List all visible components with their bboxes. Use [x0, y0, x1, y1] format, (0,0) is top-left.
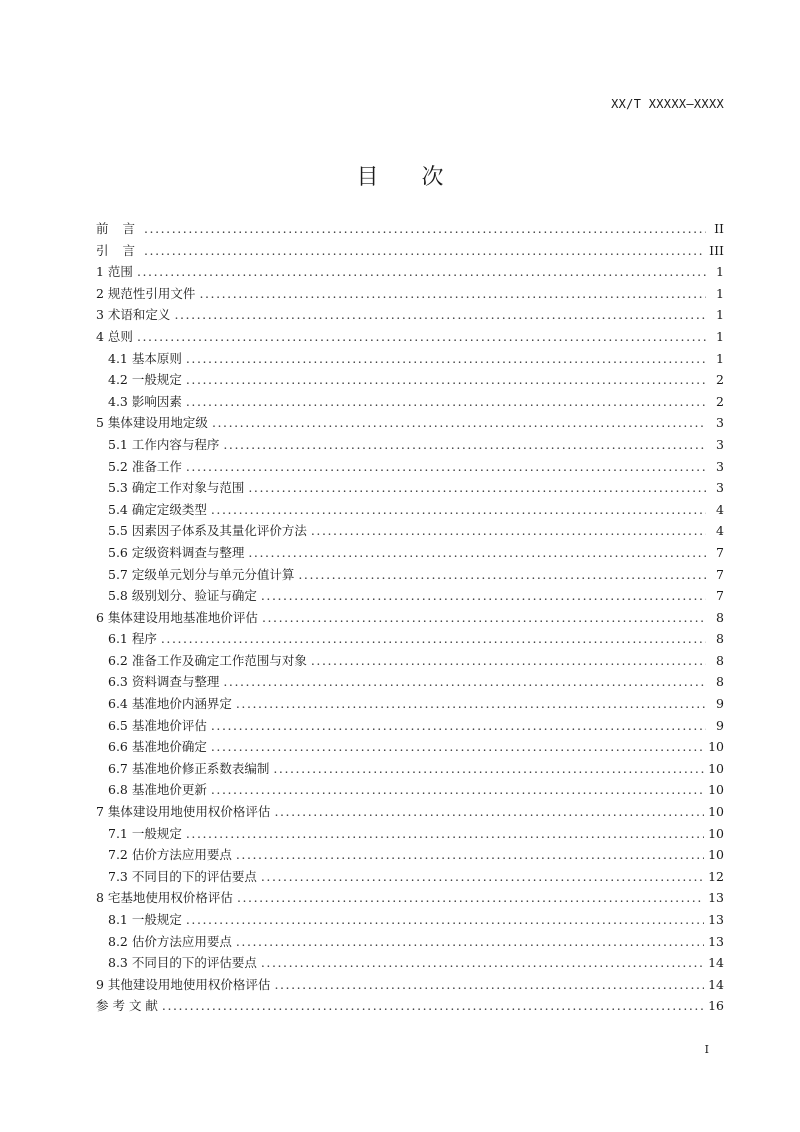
toc-entry[interactable]	[96, 758, 724, 780]
toc-entry-page: 14	[708, 976, 724, 992]
toc-entry[interactable]	[96, 650, 724, 672]
toc-dot-leader	[261, 585, 706, 607]
toc-dot-leader	[274, 974, 704, 996]
toc-entry[interactable]	[96, 974, 724, 996]
toc-dot-leader	[236, 931, 704, 953]
toc-entry-label: 8.1 一般规定	[108, 912, 182, 927]
toc-entry[interactable]	[96, 931, 724, 953]
toc-dot-leader	[199, 283, 706, 305]
toc-dot-leader	[186, 456, 706, 478]
toc-entry-page: 13	[708, 933, 724, 949]
toc-dot-leader	[186, 823, 704, 845]
toc-dot-leader	[236, 844, 704, 866]
toc-entry-label: 5.2 准备工作	[108, 458, 182, 474]
toc-entry-page: 16	[708, 998, 724, 1014]
toc-entry[interactable]	[96, 261, 724, 283]
toc-dot-leader	[223, 434, 706, 456]
toc-entry[interactable]	[96, 823, 724, 845]
toc-entry-label: 7.3 不同目的下的评估要点	[108, 868, 257, 884]
toc-dot-leader	[144, 240, 705, 262]
page-number: I	[704, 1043, 709, 1056]
toc-entry-label: 6.4 基准地价内涵界定	[108, 696, 232, 712]
toc-dot-leader	[261, 866, 704, 888]
toc-dot-leader	[211, 736, 704, 758]
toc-dot-leader	[186, 369, 706, 391]
toc-entry-label: 5 集体建设用地定级	[96, 415, 208, 431]
toc-entry-page: 3	[716, 458, 724, 474]
toc-entry-page: 12	[708, 868, 724, 884]
toc-entry-label: 1 范围	[96, 264, 133, 280]
toc-entry[interactable]	[96, 348, 724, 370]
toc-dot-leader	[223, 671, 706, 693]
toc-dot-leader	[144, 218, 706, 240]
toc-dot-leader	[237, 887, 704, 909]
toc-entry[interactable]	[96, 564, 724, 586]
toc-entry[interactable]	[96, 218, 724, 240]
toc-entry-page: 8	[716, 674, 724, 690]
toc-entry-page: 7	[716, 544, 724, 560]
toc-entry[interactable]	[96, 866, 724, 888]
toc-entry[interactable]	[96, 887, 724, 909]
toc-entry-page: 9	[716, 717, 724, 733]
toc-entry[interactable]	[96, 391, 724, 413]
toc-entry[interactable]	[96, 844, 724, 866]
toc-entry-label: 5.1 工作内容与程序	[108, 436, 220, 452]
toc-entry[interactable]	[96, 952, 724, 974]
toc-entry[interactable]	[96, 412, 724, 434]
toc-entry-page: 10	[708, 804, 724, 820]
toc-entry-label: 6.6 基准地价确定	[108, 739, 207, 755]
toc-entry-page: 1	[716, 285, 724, 301]
toc-entry[interactable]	[96, 477, 724, 499]
toc-entry-page: 10	[708, 847, 724, 863]
toc-entry-label: 8 宅基地使用权价格评估	[96, 890, 233, 906]
toc-entry-page: 1	[716, 264, 724, 280]
toc-dot-leader	[236, 693, 706, 715]
toc-entry[interactable]	[96, 995, 724, 1017]
toc-entry[interactable]	[96, 456, 724, 478]
toc-entry-label: 8.2 估价方法应用要点	[108, 933, 232, 949]
toc-entry-page: 10	[708, 760, 724, 776]
toc-dot-leader	[298, 564, 706, 586]
toc-entry[interactable]	[96, 283, 724, 305]
toc-dot-leader	[186, 348, 706, 370]
toc-entry-label: 4 总则	[96, 328, 133, 344]
toc-entry-page: 4	[716, 523, 724, 539]
toc-entry[interactable]	[96, 585, 724, 607]
toc-dot-leader	[137, 326, 706, 348]
toc-entry[interactable]	[96, 520, 724, 542]
toc-entry-page: 8	[716, 609, 724, 625]
toc-entry[interactable]	[96, 542, 724, 564]
toc-dot-leader	[162, 995, 704, 1017]
toc-dot-leader	[311, 520, 706, 542]
toc-entry-page: 8	[716, 631, 724, 647]
toc-entry-label: 参 考 文 献	[96, 998, 158, 1014]
toc-dot-leader	[274, 801, 704, 823]
toc-entry-label: 5.7 定级单元划分与单元分值计算	[108, 566, 295, 582]
toc-dot-leader	[186, 391, 706, 413]
toc-entry-label: 6.7 基准地价修正系数表编制	[108, 760, 270, 776]
toc-entry-label: 2 规范性引用文件	[96, 285, 196, 301]
toc-entry-label: 5.5 因素因子体系及其量化评价方法	[108, 523, 307, 539]
toc-dot-leader	[262, 607, 706, 629]
toc-dot-leader	[211, 499, 706, 521]
toc-entry[interactable]	[96, 434, 724, 456]
toc-dot-leader	[161, 628, 706, 650]
toc-entry-label: 5.6 定级资料调查与整理	[108, 544, 245, 560]
table-of-contents	[96, 218, 724, 1017]
toc-entry-page: 13	[708, 912, 724, 927]
toc-dot-leader	[273, 758, 704, 780]
toc-entry-label: 引 言	[96, 242, 140, 258]
toc-entry-page: 7	[716, 566, 724, 582]
toc-entry-page: 14	[708, 955, 724, 971]
toc-entry-label: 前 言	[96, 221, 140, 236]
toc-dot-leader	[311, 650, 706, 672]
toc-entry-page: 3	[716, 415, 724, 431]
toc-entry-page: 1	[716, 350, 724, 366]
toc-entry-label: 7.1 一般规定	[108, 825, 182, 841]
toc-entry-label: 4.1 基本原则	[108, 350, 182, 366]
toc-title: 目 次	[356, 165, 462, 190]
toc-entry[interactable]	[96, 369, 724, 391]
toc-entry[interactable]	[96, 801, 724, 823]
toc-entry-page: 9	[716, 696, 724, 712]
toc-dot-leader	[174, 304, 706, 326]
toc-entry-label: 6.8 基准地价更新	[108, 782, 207, 798]
toc-entry-label: 5.3 确定工作对象与范围	[108, 480, 245, 496]
toc-entry-page: III	[709, 242, 724, 258]
toc-entry[interactable]	[96, 779, 724, 801]
toc-entry-label: 5.8 级别划分、验证与确定	[108, 588, 257, 604]
toc-entry[interactable]	[96, 240, 724, 262]
toc-dot-leader	[248, 477, 706, 499]
toc-dot-leader	[211, 715, 706, 737]
toc-entry-label: 7.2 估价方法应用要点	[108, 847, 232, 863]
toc-entry-label: 6.3 资料调查与整理	[108, 674, 220, 690]
document-code: XX/T XXXXX—XXXX	[611, 97, 724, 111]
toc-entry-label: 6.2 准备工作及确定工作范围与对象	[108, 652, 307, 668]
toc-entry-page: 3	[716, 436, 724, 452]
toc-entry-label: 7 集体建设用地使用权价格评估	[96, 804, 271, 820]
toc-entry[interactable]	[96, 909, 724, 931]
toc-dot-leader	[248, 542, 706, 564]
toc-entry[interactable]	[96, 715, 724, 737]
toc-dot-leader	[137, 261, 706, 283]
toc-dot-leader	[186, 909, 704, 931]
toc-entry-page: 10	[708, 782, 724, 798]
toc-dot-leader	[211, 779, 704, 801]
toc-entry-page: 4	[716, 501, 724, 517]
toc-dot-leader	[212, 412, 706, 434]
toc-entry[interactable]	[96, 736, 724, 758]
toc-entry-label: 6 集体建设用地基准地价评估	[96, 609, 258, 625]
toc-entry[interactable]	[96, 304, 724, 326]
toc-entry[interactable]	[96, 607, 724, 629]
toc-entry-page: 7	[716, 588, 724, 604]
toc-entry[interactable]	[96, 671, 724, 693]
toc-entry-label: 6.1 程序	[108, 631, 157, 647]
toc-entry[interactable]	[96, 693, 724, 715]
toc-entry-page: 8	[716, 652, 724, 668]
toc-entry-page: 13	[708, 890, 724, 906]
toc-entry-page: 10	[708, 739, 724, 755]
toc-entry[interactable]	[96, 628, 724, 650]
toc-entry-label: 9 其他建设用地使用权价格评估	[96, 976, 271, 992]
toc-entry-page: 1	[716, 307, 724, 323]
toc-dot-leader	[261, 952, 704, 974]
toc-entry-page: 1	[716, 328, 724, 344]
toc-entry-label: 3 术语和定义	[96, 307, 171, 323]
toc-entry-page: II	[714, 221, 724, 236]
toc-entry-label: 5.4 确定定级类型	[108, 501, 207, 517]
toc-entry[interactable]	[96, 499, 724, 521]
toc-entry-page: 3	[716, 480, 724, 496]
toc-entry-label: 4.3 影响因素	[108, 393, 182, 409]
toc-entry-label: 6.5 基准地价评估	[108, 717, 207, 733]
toc-entry-page: 10	[708, 825, 724, 841]
toc-entry-page: 2	[716, 393, 724, 409]
toc-entry-page: 2	[716, 372, 724, 388]
toc-entry[interactable]	[96, 326, 724, 348]
toc-entry-label: 4.2 一般规定	[108, 372, 182, 388]
toc-entry-label: 8.3 不同目的下的评估要点	[108, 955, 257, 971]
